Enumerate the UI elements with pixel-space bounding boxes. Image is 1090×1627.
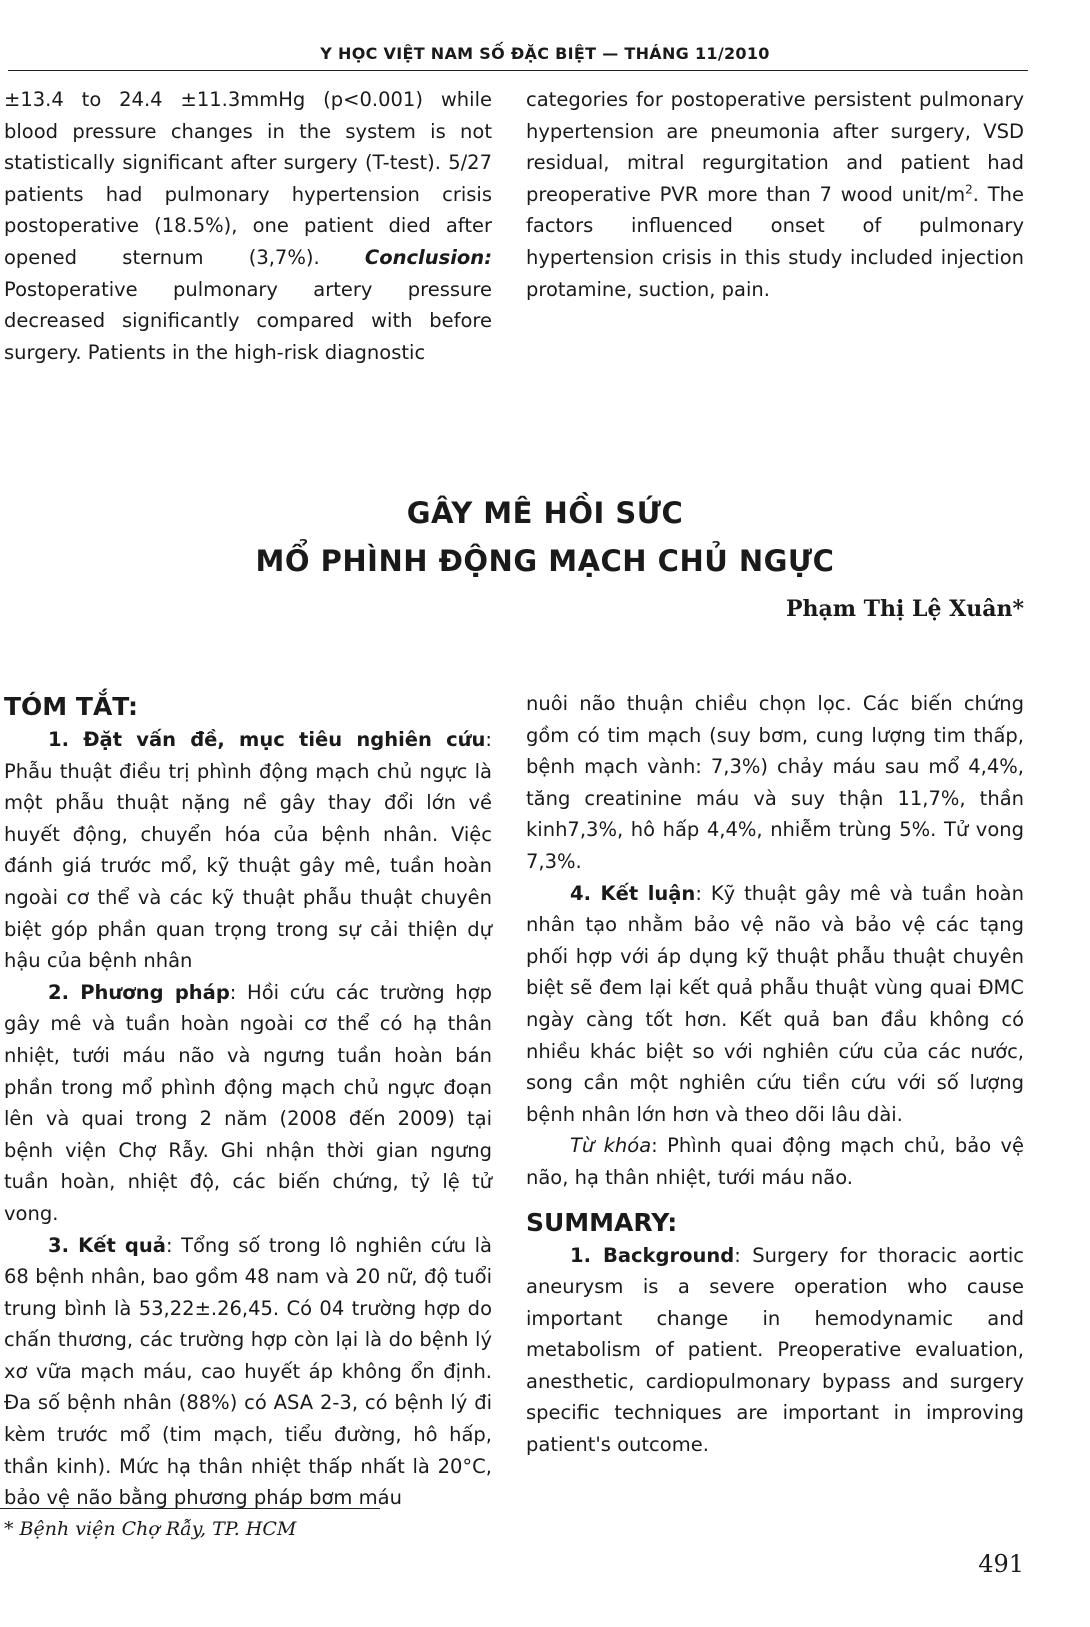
keywords-text: : Phình quai động mạch chủ, bảo vệ não, hạ thân nhiệt, tưới máu não.: [526, 1134, 1025, 1189]
abstract-paragraph-4: [526, 878, 1024, 1131]
abstract-p4-label: 4. Kết luận: [570, 881, 696, 905]
abstract-right-column: [526, 688, 1024, 1461]
continuation-paragraph-right: [526, 84, 1024, 305]
article-author: Phạm Thị Lệ Xuân*: [785, 596, 1024, 622]
summary-heading: SUMMARY:: [526, 1207, 678, 1237]
article-title-line-2: MỔ PHÌNH ĐỘNG MẠCH CHỦ NGỰC: [255, 544, 835, 578]
abstract-paragraph-3: [4, 1230, 492, 1514]
abstract-p1-label: 1. Đặt vấn đề, mục tiêu nghiên cứu: [48, 728, 486, 751]
header-rule: [8, 70, 1028, 71]
superscript: 2: [965, 182, 973, 197]
summary-p1-text: : Surgery for thoracic aortic aneurysm is a severe operation who cause important change in hemodynamic and metabolism of patient. Preoperative evaluation, anesthetic, cardiopulmonary bypass and surgery specific techniques are important in improving patient's outcome.: [526, 1243, 1024, 1457]
abstract-heading: TÓM TẮT:: [4, 692, 138, 721]
keywords-paragraph: [526, 1130, 1024, 1193]
page-number: 491: [978, 1550, 1024, 1578]
article-title-line-1: GÂY MÊ HỒI SỨC: [406, 496, 684, 530]
abstract-left-column: [4, 690, 492, 1514]
abstract-p1-text: : Phẫu thuật điều trị phình động mạch chủ ngực là một phẫu thuật nặng nề gây thay đổi lớn về huyết động, chuyển hóa của bệnh nhân. Việc đánh giá trước mổ, kỹ thuật gây mê, tuần hoàn ngoài cơ thể và các kỹ thuật phẫu thuật chuyên biệt góp phần quan trọng trong sự cải thiện dự hậu của bệnh nhân: [4, 728, 492, 973]
continuation-text-2: Postoperative pulmonary artery pressure decreased significantly compared with before surgery. Patients in the high-risk diagnostic: [4, 277, 492, 364]
abstract-paragraph-3-cont: nuôi não thuận chiều chọn lọc. Các biến chứng gồm có tim mạch (suy bơm, cung lượng tim thấp, bệnh mạch vành: 7,3%) chảy máu sau mổ 4,4%, tăng creatinine máu và suy thận 11,7%, thần kinh7,3%, hô hấp 4,4%, nhiễm trùng 5%. Tử vong 7,3%.: [526, 692, 1024, 873]
abstract-p2-label: 2. Phương pháp: [48, 980, 230, 1004]
top-right-column: [526, 84, 1024, 305]
footnote: * Bệnh viện Chợ Rẫy, TP. HCM: [4, 1518, 297, 1540]
continuation-right-text-2: . The factors influenced onset of pulmonary hypertension crisis in this study included injection protamine, suction, pain.: [526, 182, 1024, 301]
running-head: Y HỌC VIỆT NAM SỐ ĐẶC BIỆT — THÁNG 11/2010: [320, 44, 770, 63]
abstract-p4-text: : Kỹ thuật gây mê và tuần hoàn nhân tạo nhằm bảo vệ não và bảo vệ các tạng phối hợp với áp dụng kỹ thuật phẫu thuật chuyên biệt sẽ đem lại kết quả phẫu thuật vùng quai ĐMC ngày càng tốt hơn. Kết quả ban đầu không có nhiều khác biệt so với nghiên cứu của các nước, song cần một nghiên cứu tiền cứu với số lượng bệnh nhân lớn hơn và theo dõi lâu dài.: [526, 881, 1024, 1126]
keywords-label: Từ khóa: [570, 1134, 652, 1158]
abstract-p3-label: 3. Kết quả: [48, 1233, 166, 1257]
continuation-text-1: ±13.4 to 24.4 ±11.3mmHg (p<0.001) while blood pressure changes in the system is not statistically significant after surgery (T-test). 5/27 patients had pulmonary hypertension crisis postoperative (18.5%), one patient died after opened sternum (3,7%).: [4, 88, 492, 269]
conclusion-label: Conclusion:: [364, 245, 492, 269]
abstract-paragraph-1: [4, 724, 492, 977]
top-left-column: [4, 84, 492, 368]
continuation-right-text-1: categories for postoperative persistent pulmonary hypertension are pneumonia after surgery, VSD residual, mitral regurgitation and patient had preoperative PVR more than 7 wood unit/m: [526, 88, 1024, 206]
abstract-paragraph-2: [4, 977, 492, 1230]
summary-p1-label: 1. Background: [570, 1243, 735, 1267]
abstract-p3-text: : Tổng số trong lô nghiên cứu là 68 bệnh nhân, bao gồm 48 nam và 20 nữ, độ tuổi trung bình là 53,22±.26,45. Có 04 trường hợp do chấn thương, các trường hợp còn lại là do bệnh lý xơ vữa mạch máu, cao huyết áp không ổn định. Đa số bệnh nhân (88%) có ASA 2-3, có bệnh lý đi kèm trước mổ (tim mạch, tiểu đường, hô hấp, thần kinh). Mức hạ thân nhiệt thấp nhất là 20°C, bảo vệ não bằng phương pháp bơm máu: [4, 1233, 492, 1510]
footnote-rule: [0, 1508, 380, 1509]
summary-paragraph-1: [526, 1240, 1024, 1461]
continuation-paragraph: [4, 84, 492, 368]
abstract-p2-text: : Hồi cứu các trường hợp gây mê và tuần hoàn ngoài cơ thể có hạ thân nhiệt, tưới máu não và ngưng tuần hoàn bán phần trong mổ phình động mạch chủ ngực đoạn lên và quai trong 2 năm (2008 đến 2009) tại bệnh viện Chợ Rẫy. Ghi nhận thời gian ngưng tuần hoàn, nhiệt độ, các biến chứng, tỷ lệ tử vong.: [4, 980, 493, 1225]
